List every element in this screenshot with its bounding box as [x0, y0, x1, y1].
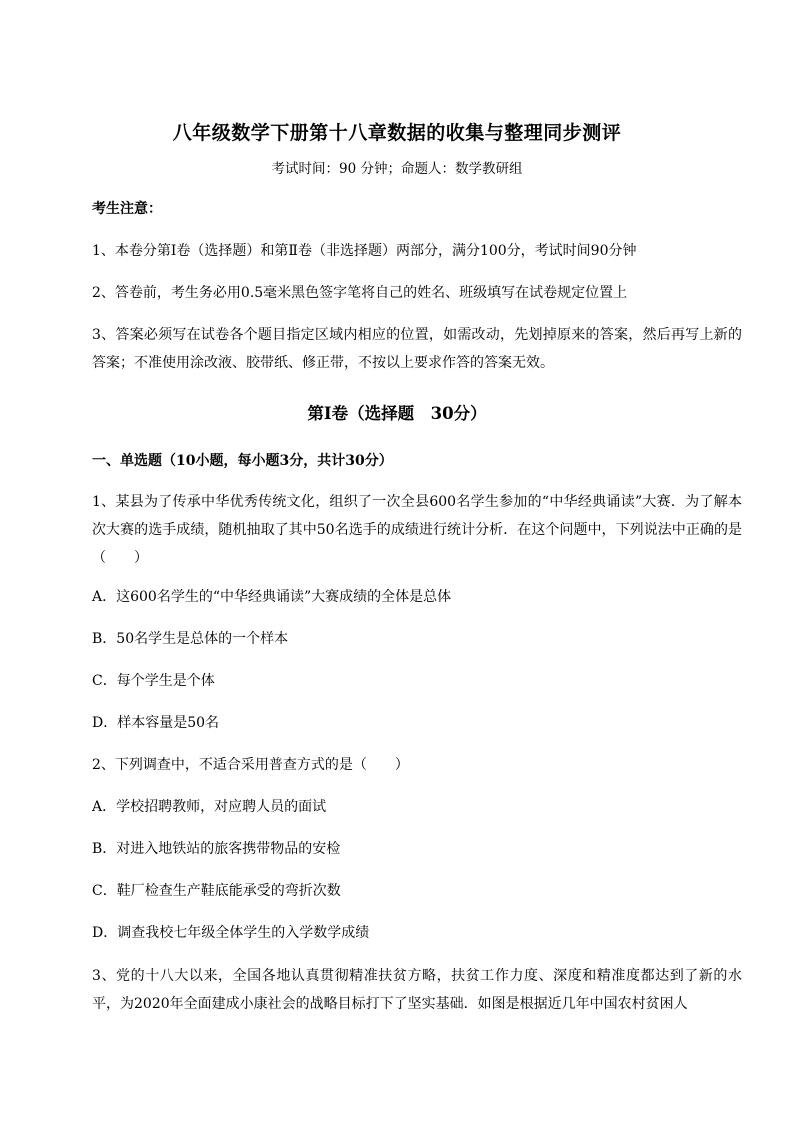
question-2-option-c: C．鞋厂检查生产鞋底能承受的弯折次数 — [92, 883, 341, 899]
section-title: 第Ⅰ卷（选择题 30分） — [307, 404, 487, 423]
question-2-option-d: D．调查我校七年级全体学生的入学数学成绩 — [92, 925, 370, 941]
question-2-option-a: A．学校招聘教师，对应聘人员的面试 — [92, 799, 327, 815]
question-1-option-d: D．样本容量是50名 — [92, 715, 220, 731]
notice-heading: 考生注意： — [92, 201, 162, 217]
question-1-option-a: A．这600名学生的“中华经典诵读”大赛成绩的全体是总体 — [92, 589, 452, 605]
question-3-stem: 3、党的十八大以来，全国各地认真贯彻精准扶贫方略，扶贫工作力度、深度和精准度都达到了新的水平，为2020年全面建成小康社会的战略目标打下了坚实基础．如图是根据近几年中国农村贫困人 — [92, 968, 742, 1012]
notice-item-1: 1、本卷分第Ⅰ卷（选择题）和第Ⅱ卷（非选择题）两部分，满分100分，考试时间90分钟 — [92, 243, 637, 259]
page-subtitle: 考试时间：90 分钟；命题人：数学教研组 — [271, 161, 523, 177]
question-1-option-b: B．50名学生是总体的一个样本 — [92, 631, 289, 647]
question-2-option-b: B．对进入地铁站的旅客携带物品的安检 — [92, 841, 341, 857]
question-1-stem: 1、某县为了传承中华优秀传统文化，组织了一次全县600名学生参加的“中华经典诵读”大赛．为了解本次大赛的选手成绩，随机抽取了其中50名选手的成绩进行统计分析．在这个问题中，下列说法中正确的是（ ） — [92, 494, 742, 566]
notice-item-3: 3、答案必须写在试卷各个题目指定区域内相应的位置，如需改动，先划掉原来的答案，然后再写上新的答案；不准使用涂改液、胶带纸、修正带，不按以上要求作答的答案无效。 — [92, 327, 742, 371]
part-heading: 一、单选题（10小题，每小题3分，共计30分） — [92, 453, 393, 469]
page-title: 八年级数学下册第十八章数据的收集与整理同步测评 — [172, 122, 622, 144]
notice-item-2: 2、答卷前，考生务必用0.5毫米黑色签字笔将自己的姓名、班级填写在试卷规定位置上 — [92, 285, 628, 301]
question-1-option-c: C．每个学生是个体 — [92, 673, 215, 689]
question-2-stem: 2、下列调查中，不适合采用普查方式的是（ ） — [92, 757, 409, 773]
